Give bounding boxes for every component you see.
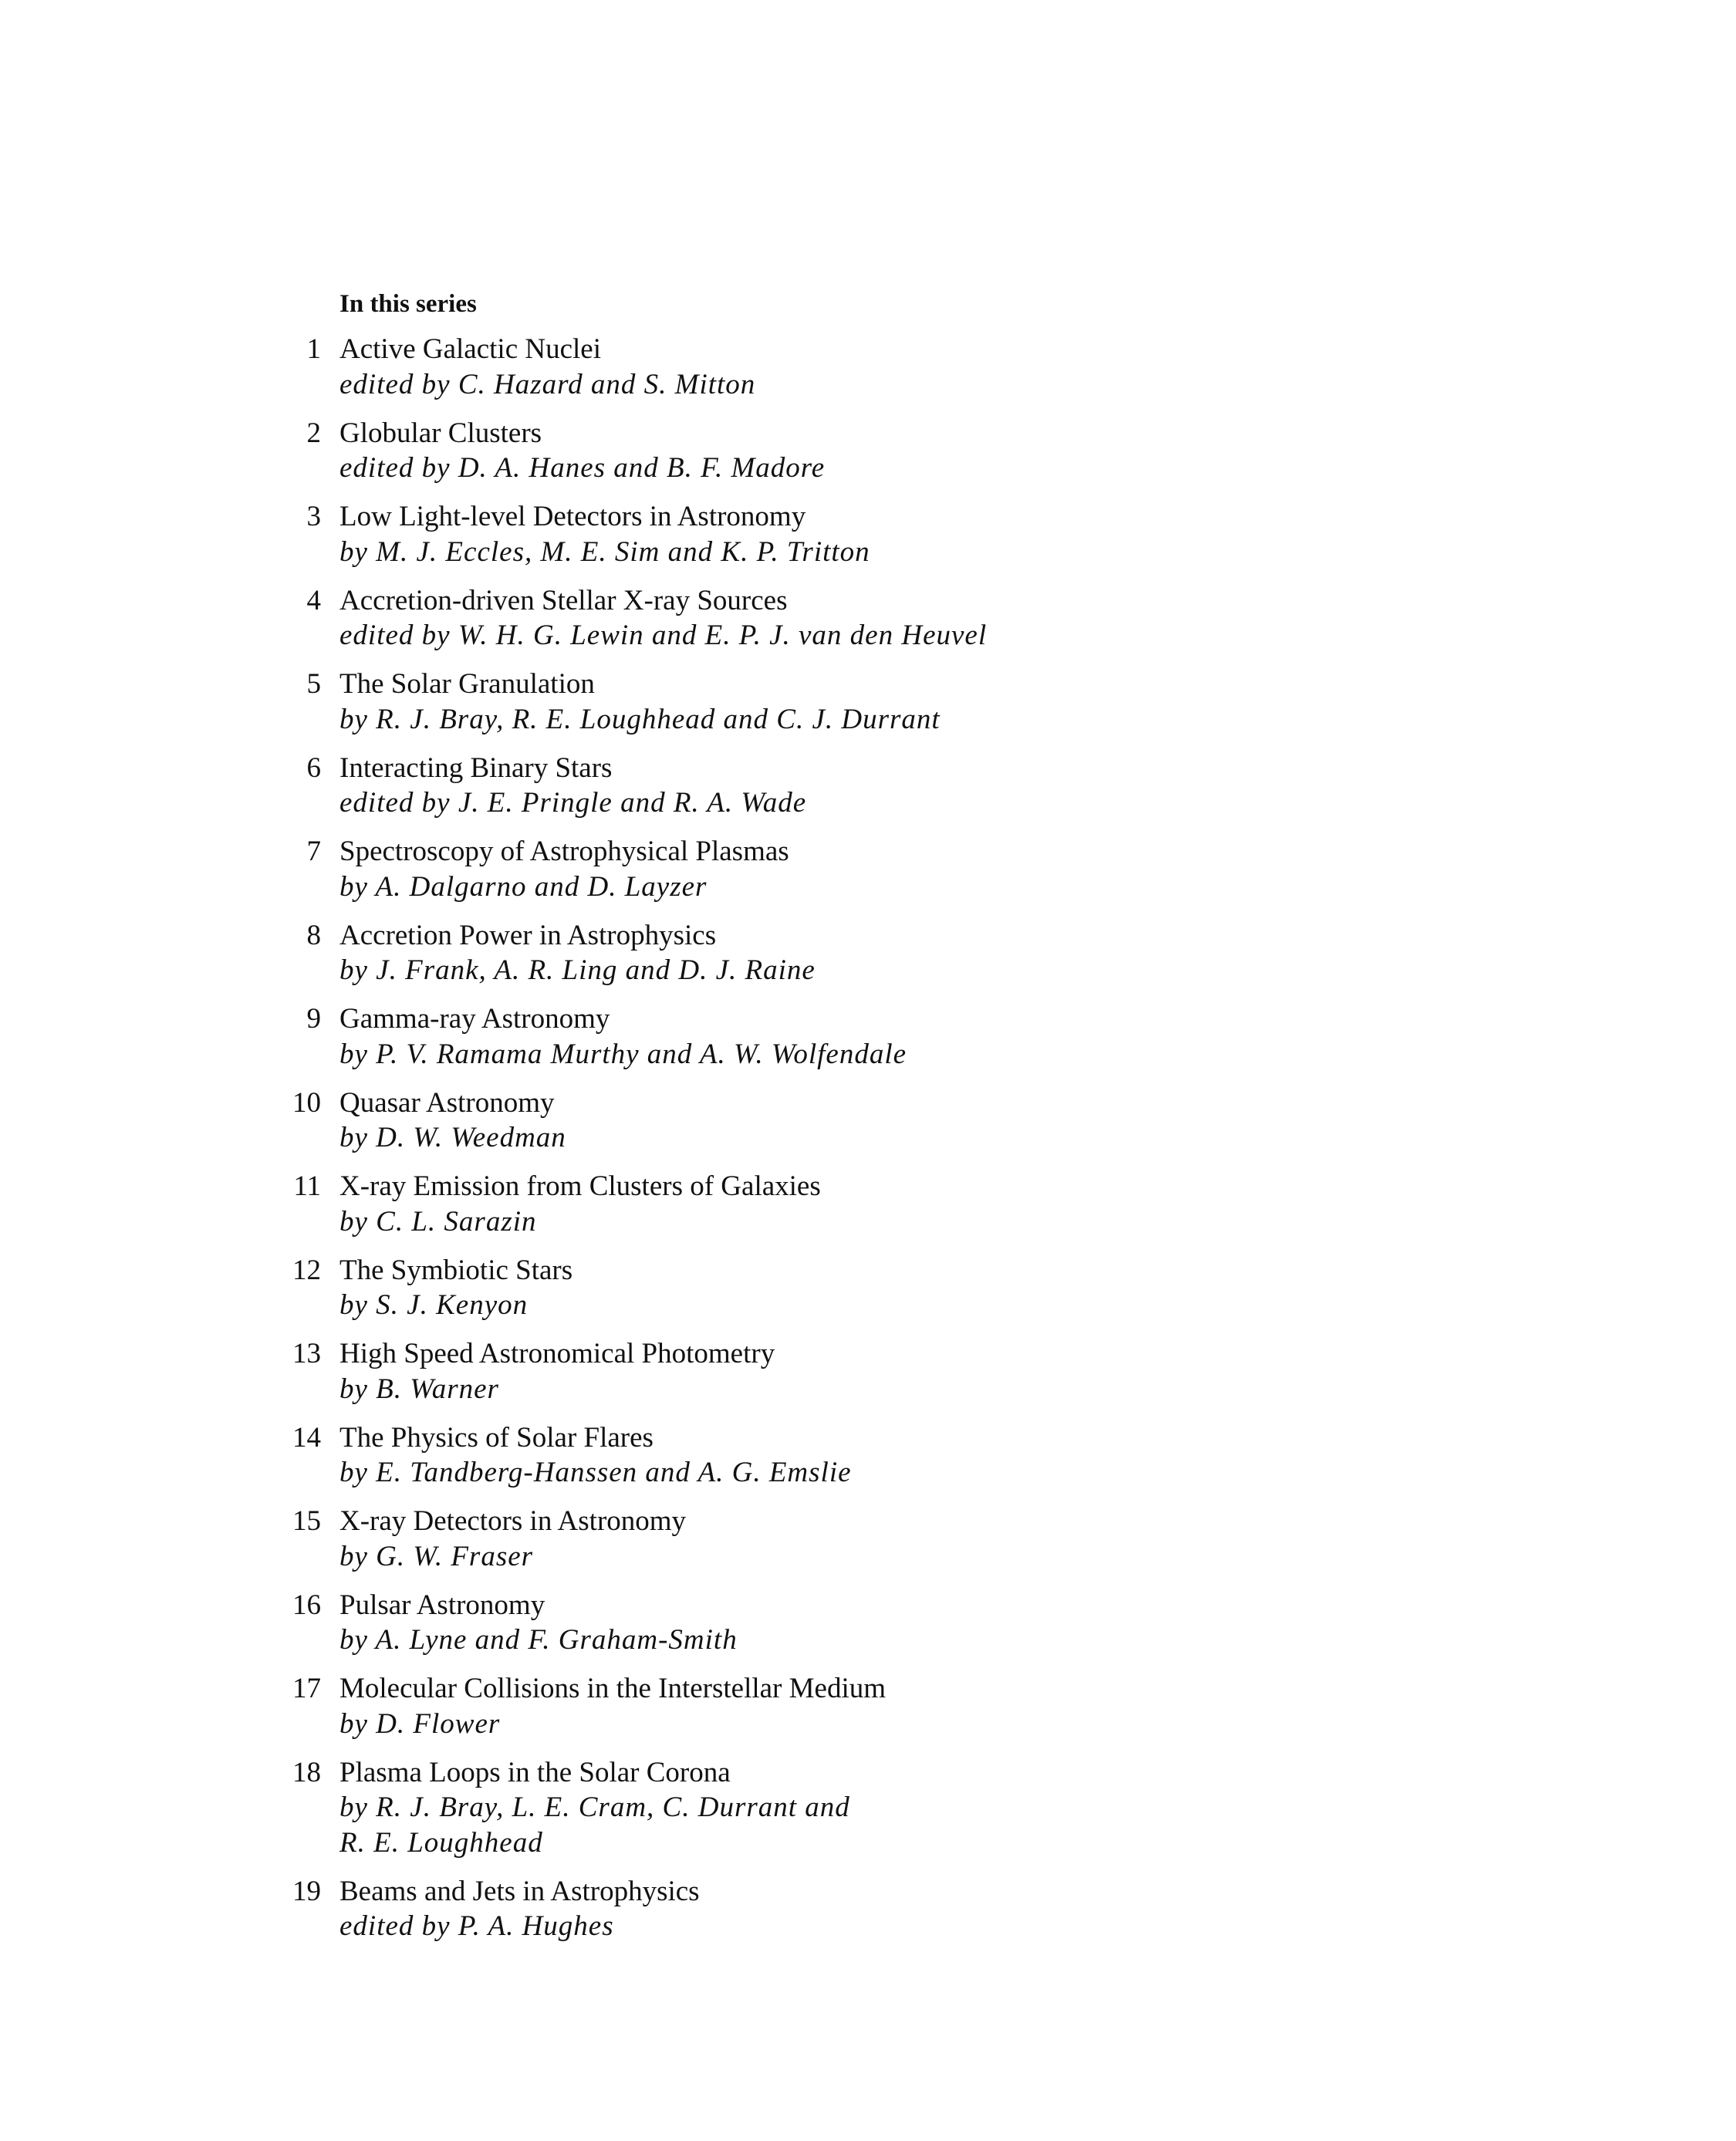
entry-number: 19 xyxy=(292,1875,321,1907)
entry-number: 13 xyxy=(292,1338,321,1369)
entry-credit: by S. J. Kenyon xyxy=(339,1289,529,1321)
entry-body xyxy=(339,1504,1512,1574)
entry-body xyxy=(339,499,1512,569)
series-entry-6 xyxy=(278,751,1512,821)
series-entry-11 xyxy=(278,1169,1512,1239)
entry-number: 9 xyxy=(306,1003,321,1035)
entry-credit: by A. Lyne and F. Graham-Smith xyxy=(339,1624,738,1656)
entry-body xyxy=(339,751,1512,821)
entry-body xyxy=(339,1336,1512,1407)
entry-title: Beams and Jets in Astrophysics xyxy=(339,1875,700,1907)
entry-title: Interacting Binary Stars xyxy=(339,751,613,784)
entry-body xyxy=(339,1420,1512,1491)
entry-body xyxy=(339,1253,1512,1323)
series-entry-14 xyxy=(278,1420,1512,1491)
series-entry-17 xyxy=(278,1671,1512,1741)
entry-number: 14 xyxy=(292,1421,321,1454)
entry-title: Gamma-ray Astronomy xyxy=(339,1003,610,1035)
entry-number: 3 xyxy=(306,501,321,532)
entry-credit: by D. Flower xyxy=(339,1707,501,1740)
series-heading: In this series xyxy=(339,290,477,318)
entry-number: 16 xyxy=(292,1589,321,1621)
entry-title: The Physics of Solar Flares xyxy=(339,1421,654,1454)
entry-credit: by R. J. Bray, R. E. Loughhead and C. J. Durrant xyxy=(339,703,941,735)
entry-number: 15 xyxy=(292,1505,321,1537)
entry-credit: by D. W. Weedman xyxy=(339,1122,566,1153)
entry-body xyxy=(339,583,1512,653)
entry-credit: edited by J. E. Pringle and R. A. Wade xyxy=(339,787,807,819)
series-entry-2 xyxy=(278,416,1512,486)
series-entry-7 xyxy=(278,834,1512,904)
entry-body xyxy=(339,1755,1512,1861)
series-entry-15 xyxy=(278,1504,1512,1574)
series-entry-1 xyxy=(278,332,1512,402)
entry-body xyxy=(339,1671,1512,1741)
entry-credit: edited by D. A. Hanes and B. F. Madore xyxy=(339,452,826,484)
entry-title: The Solar Granulation xyxy=(339,668,595,700)
entry-number: 17 xyxy=(292,1673,321,1704)
entry-credit: by J. Frank, A. R. Ling and D. J. Raine xyxy=(339,954,816,986)
series-entry-9 xyxy=(278,1001,1512,1072)
entry-number: 2 xyxy=(306,417,321,449)
entry-title: Molecular Collisions in the Interstellar Medium xyxy=(339,1673,887,1704)
series-entry-3 xyxy=(278,499,1512,569)
entry-body xyxy=(339,1001,1512,1072)
entry-title: Low Light-level Detectors in Astronomy xyxy=(339,501,806,532)
entry-number: 8 xyxy=(306,919,321,951)
series-entry-10 xyxy=(278,1086,1512,1156)
entry-number: 5 xyxy=(306,668,321,700)
entry-number: 4 xyxy=(306,584,321,616)
entry-body xyxy=(339,834,1512,904)
series-entry-8 xyxy=(278,918,1512,988)
entry-credit-line-1: by R. J. Bray, L. E. Cram, C. Durrant and xyxy=(339,1791,850,1823)
entry-number: 6 xyxy=(306,751,321,784)
entry-credit: edited by W. H. G. Lewin and E. P. J. van den Heuvel xyxy=(339,620,988,651)
entry-title: Quasar Astronomy xyxy=(339,1086,555,1119)
entry-body xyxy=(339,1169,1512,1239)
entry-credit: edited by C. Hazard and S. Mitton xyxy=(339,368,756,400)
entry-body xyxy=(339,667,1512,737)
entry-title: Plasma Loops in the Solar Corona xyxy=(339,1756,731,1788)
series-list xyxy=(278,332,1512,1957)
series-entry-18 xyxy=(278,1755,1512,1861)
entry-number: 1 xyxy=(306,333,321,365)
entry-title: X-ray Detectors in Astronomy xyxy=(339,1505,687,1537)
entry-number: 10 xyxy=(292,1086,321,1119)
entry-number: 18 xyxy=(292,1756,321,1788)
entry-body xyxy=(339,1086,1512,1156)
series-entry-19 xyxy=(278,1874,1512,1944)
entry-title: Spectroscopy of Astrophysical Plasmas xyxy=(339,836,789,867)
entry-credit: edited by P. A. Hughes xyxy=(339,1910,614,1942)
entry-number: 11 xyxy=(293,1170,321,1202)
entry-credit: by E. Tandberg-Hanssen and A. G. Emslie xyxy=(339,1457,852,1488)
series-entry-4 xyxy=(278,583,1512,653)
entry-title: Pulsar Astronomy xyxy=(339,1589,545,1621)
entry-title: High Speed Astronomical Photometry xyxy=(339,1338,775,1369)
entry-credit: by P. V. Ramama Murthy and A. W. Wolfendale xyxy=(339,1038,907,1070)
entry-body xyxy=(339,416,1512,486)
entry-title: Accretion Power in Astrophysics xyxy=(339,919,717,951)
entry-credit: by G. W. Fraser xyxy=(339,1540,534,1572)
entry-title: Active Galactic Nuclei xyxy=(339,333,601,365)
entry-body xyxy=(339,1588,1512,1658)
series-entry-13 xyxy=(278,1336,1512,1407)
series-entry-5 xyxy=(278,667,1512,737)
entry-credit: by M. J. Eccles, M. E. Sim and K. P. Tritton xyxy=(339,535,870,568)
entry-title: Accretion-driven Stellar X-ray Sources xyxy=(339,584,788,616)
entry-title: Globular Clusters xyxy=(339,417,542,449)
series-entry-16 xyxy=(278,1588,1512,1658)
entry-title: X-ray Emission from Clusters of Galaxies xyxy=(339,1170,821,1202)
entry-credit: by C. L. Sarazin xyxy=(339,1205,537,1238)
entry-credit: by A. Dalgarno and D. Layzer xyxy=(339,870,708,903)
entry-number: 12 xyxy=(292,1254,321,1286)
entry-credit-line-2: R. E. Loughhead xyxy=(339,1826,543,1859)
entry-body xyxy=(339,918,1512,988)
entry-credit: by B. Warner xyxy=(339,1373,499,1405)
series-entry-12 xyxy=(278,1253,1512,1323)
entry-body xyxy=(339,332,1512,402)
entry-title: The Symbiotic Stars xyxy=(339,1254,573,1286)
entry-body xyxy=(339,1874,1512,1944)
entry-number: 7 xyxy=(306,836,321,867)
